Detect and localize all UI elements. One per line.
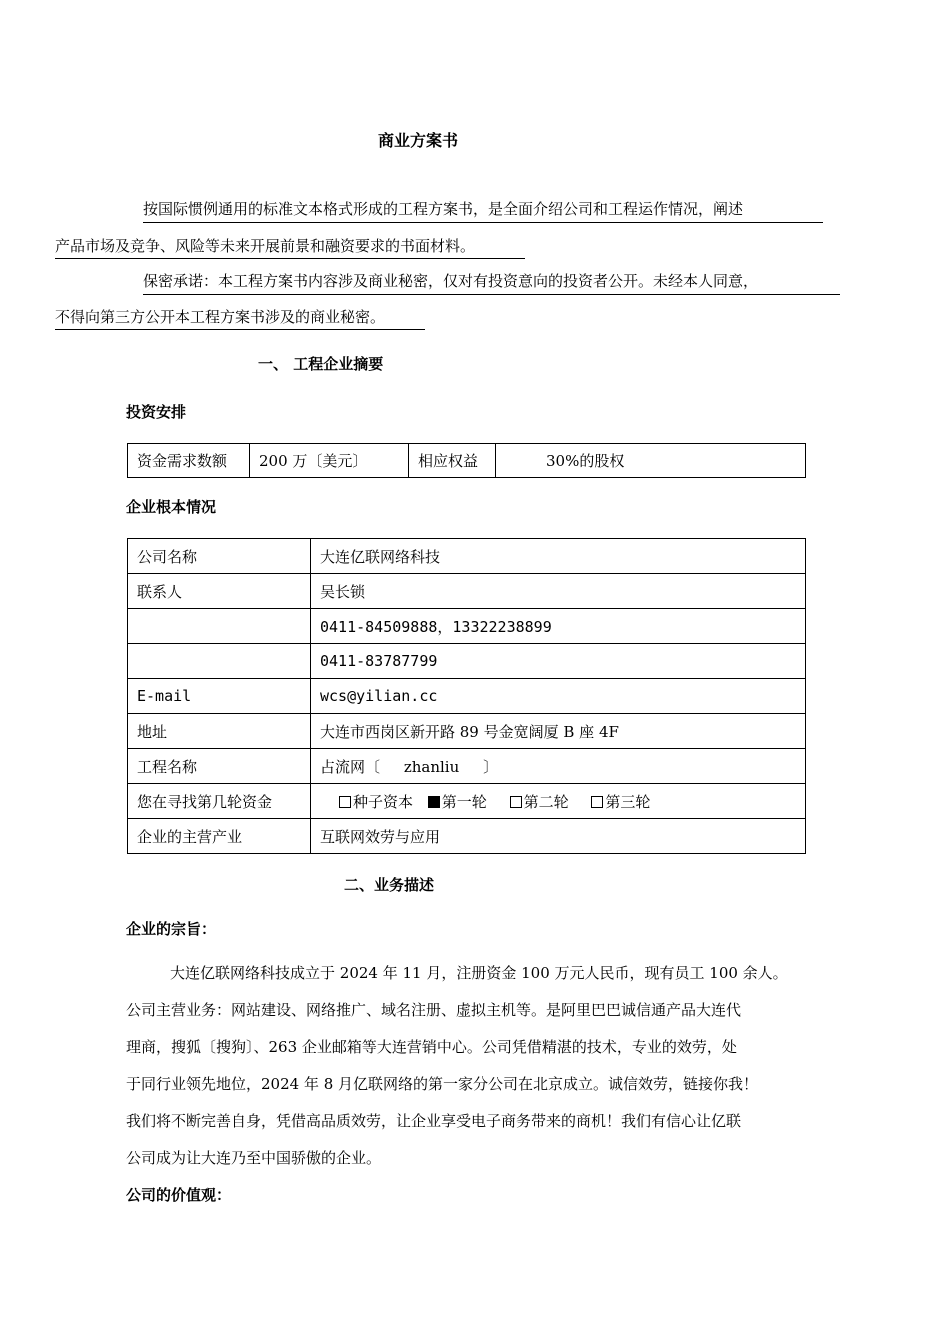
investment-value-equity [496, 444, 806, 478]
round-label: 第二轮 [523, 792, 569, 811]
intro-para1-line2: 产品市场及竞争、风险等未来开展前景和融资要求的书面材料。 [55, 237, 476, 255]
row-label: E-mail [128, 679, 311, 714]
round-option[interactable] [428, 793, 492, 811]
purpose-line: 大连亿联网络科技成立于 2024 年 11 月，注册资金 100 万元人民币，现有员工 100 余人。 [170, 964, 788, 982]
intro-para2-line2: 不得向第三方公开本工程方案书涉及的商业秘密。 [55, 308, 386, 326]
table-row [128, 539, 806, 574]
purpose-line: 公司主营业务：网站建设、网络推广、域名注册、虚拟主机等。是阿里巴巴诚信通产品大连代 [126, 1001, 742, 1019]
round-option[interactable] [591, 793, 650, 811]
table-row [128, 574, 806, 609]
underline [55, 258, 525, 259]
purpose-heading: 企业的宗旨： [126, 920, 217, 938]
row-label: 工程名称 [128, 749, 311, 784]
row-label [128, 644, 311, 679]
underline [143, 222, 823, 223]
row-label [128, 609, 311, 644]
section1-heading: 一、 工程企业摘要 [258, 355, 384, 373]
underline [55, 329, 425, 330]
investment-heading: 投资安排 [126, 403, 187, 421]
round-label: 种子资本 [353, 792, 414, 811]
row-label: 联系人 [128, 574, 311, 609]
row-label: 地址 [128, 714, 311, 749]
row-value: wcs@yilian.cc [311, 679, 806, 714]
investment-table [127, 443, 806, 478]
table-row [128, 714, 806, 749]
investment-value-amount: 200 万〔美元〕 [250, 444, 409, 478]
purpose-line: 公司成为让大连乃至中国骄傲的企业。 [126, 1149, 382, 1167]
row-value: 吴长锁 [311, 574, 806, 609]
checkbox-icon [339, 796, 351, 808]
document-title: 商业方案书 [378, 131, 459, 150]
underline [143, 294, 840, 295]
values-heading: 公司的价值观： [126, 1186, 232, 1204]
checkbox-icon [591, 796, 603, 808]
row-label: 企业的主营产业 [128, 819, 311, 854]
round-option[interactable] [510, 793, 574, 811]
row-label: 公司名称 [128, 539, 311, 574]
intro-para2-line1: 保密承诺：本工程方案书内容涉及商业秘密，仅对有投资意向的投资者公开。未经本人同意， [143, 272, 759, 290]
row-label: 您在寻找第几轮资金 [128, 784, 311, 819]
investment-label-equity: 相应权益 [409, 444, 496, 478]
row-value: 互联网效劳与应用 [311, 819, 806, 854]
table-row [128, 749, 806, 784]
row-value: 占流网〔 zhanliu 〕 [311, 749, 806, 784]
table-row [128, 784, 806, 819]
row-value: 0411-83787799 [311, 644, 806, 679]
intro-para1-line1: 按国际惯例通用的标准文本格式形成的工程方案书，是全面介绍公司和工程运作情况，阐述 [143, 200, 744, 218]
table-row [128, 819, 806, 854]
row-value: 0411-84509888，13322238899 [311, 609, 806, 644]
checkbox-icon [510, 796, 522, 808]
investment-label-amount: 资金需求数额 [128, 444, 250, 478]
table-row [128, 644, 806, 679]
purpose-line: 理商，搜狐〔搜狗〕、263 企业邮箱等大连营销中心。公司凭借精湛的技术，专业的效劳，处 [126, 1038, 737, 1056]
row-value: 大连亿联网络科技 [311, 539, 806, 574]
checked-checkbox-icon [428, 796, 440, 808]
purpose-line: 我们将不断完善自身，凭借高品质效劳，让企业享受电子商务带来的商机！我们有信心让亿联 [126, 1112, 742, 1130]
equity-value-text: 30%的股权 [546, 452, 625, 470]
purpose-line: 于同行业领先地位，2024 年 8 月亿联网络的第一家分公司在北京成立。诚信效劳，链接你我！ [126, 1075, 759, 1093]
section2-heading: 二、业务描述 [344, 876, 435, 894]
round-label: 第一轮 [441, 792, 487, 811]
table-row [128, 679, 806, 714]
round-option[interactable] [339, 793, 418, 811]
round-label: 第三轮 [605, 792, 651, 811]
funding-rounds-cell [311, 784, 806, 819]
table-row [128, 609, 806, 644]
row-value: 大连市西岗区新开路 89 号金宽阔厦 B 座 4F [311, 714, 806, 749]
company-info-table [127, 538, 806, 854]
company-heading: 企业根本情况 [126, 498, 217, 516]
